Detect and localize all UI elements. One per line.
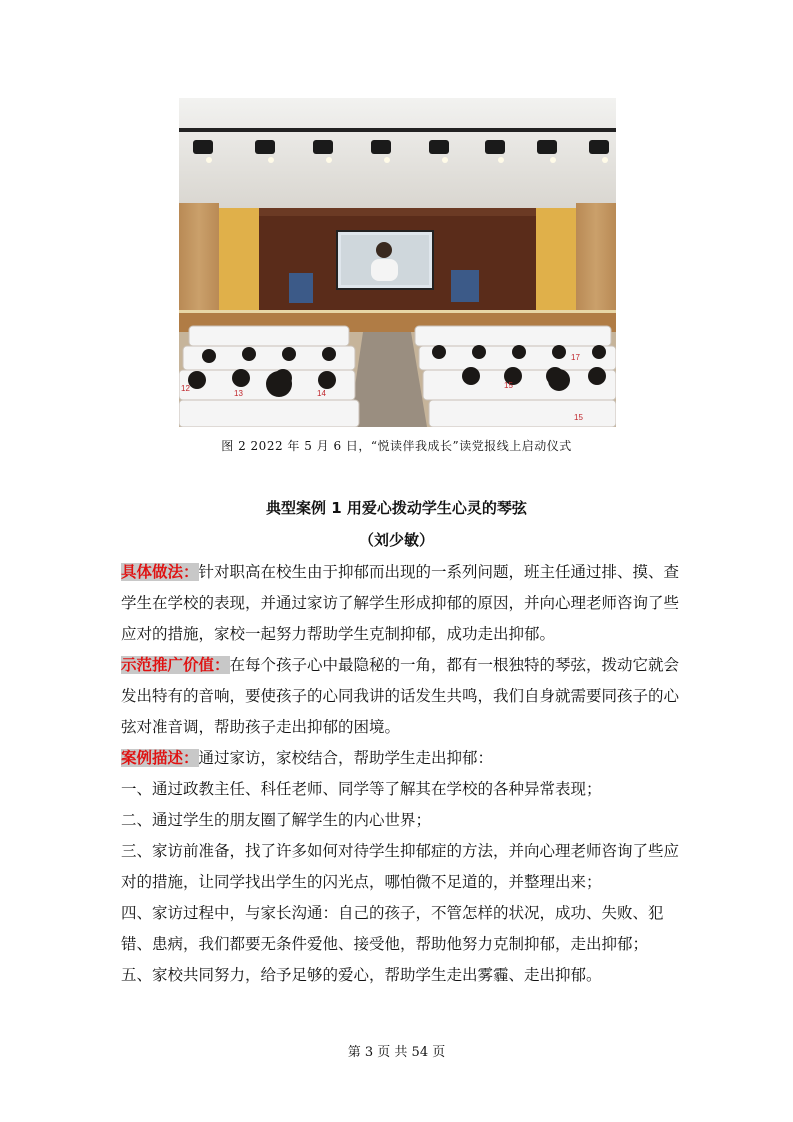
- case-author: （刘少敏）: [358, 531, 434, 549]
- seat-number-17: 17: [571, 353, 580, 362]
- seat-number-13: 13: [234, 389, 243, 398]
- section-value: [121, 650, 681, 743]
- case-title: 典型案例 1 用爱心拨动学生心灵的琴弦: [266, 499, 527, 517]
- section-label-method: 具体做法：: [121, 563, 199, 581]
- step-5: 五、家校共同努力，给予足够的爱心，帮助学生走出雾霾、走出抑郁。: [121, 966, 602, 984]
- section-text-value: 在每个孩子心中最隐秘的一角，都有一根独特的琴弦，拨动它就会发出特有的音响，要使孩子的心同我讲的话发生共鸣，我们自身就需要同孩子的心弦对准音调，帮助孩子走出抑郁的困境。: [121, 656, 680, 736]
- step-4: 四、家访过程中，与家长沟通：自己的孩子，不管怎样的状况，成功、失败、犯错、患病，我们都要无条件爱他、接受他，帮助他努力克制抑郁，走出抑郁；: [121, 904, 664, 953]
- seat-number-15b: 15: [574, 413, 583, 422]
- seat-number-15a: 15: [504, 381, 513, 390]
- figure-caption: 图 2 2022 年 5 月 6 日，“悦读伴我成长”读党报线上启动仪式: [221, 439, 572, 453]
- step-1: 一、通过政教主任、科任老师、同学等了解其在学校的各种异常表现；: [121, 780, 602, 798]
- step-3: 三、家访前准备，找了许多如何对待学生抑郁症的方法，并向心理老师咨询了些应对的措施，让同学找出学生的闪光点，哪怕微不足道的，并整理出来；: [121, 842, 680, 891]
- page-footer: 第 3 页 共 54 页: [347, 1045, 446, 1060]
- section-label-description: 案例描述：: [121, 749, 199, 767]
- section-label-value: 示范推广价值：: [121, 656, 230, 674]
- step-2: 二、通过学生的朋友圈了解学生的内心世界；: [121, 811, 432, 829]
- section-text-method: 针对职高在校生由于抑郁而出现的一系列问题，班主任通过排、摸、查学生在学校的表现，并通过家访了解学生形成抑郁的原因，并向心理老师咨询了些应对的措施，家校一起努力帮助学生克制抑郁，成功走出抑郁。: [121, 563, 680, 643]
- case-body: [121, 557, 681, 991]
- section-text-description: 通过家访，家校结合，帮助学生走出抑郁：: [198, 749, 494, 767]
- auditorium-photo: [179, 98, 616, 427]
- seat-number-14: 14: [317, 389, 326, 398]
- seat-number-12: 12: [181, 384, 190, 393]
- section-description: [121, 743, 681, 774]
- section-method: [121, 557, 681, 650]
